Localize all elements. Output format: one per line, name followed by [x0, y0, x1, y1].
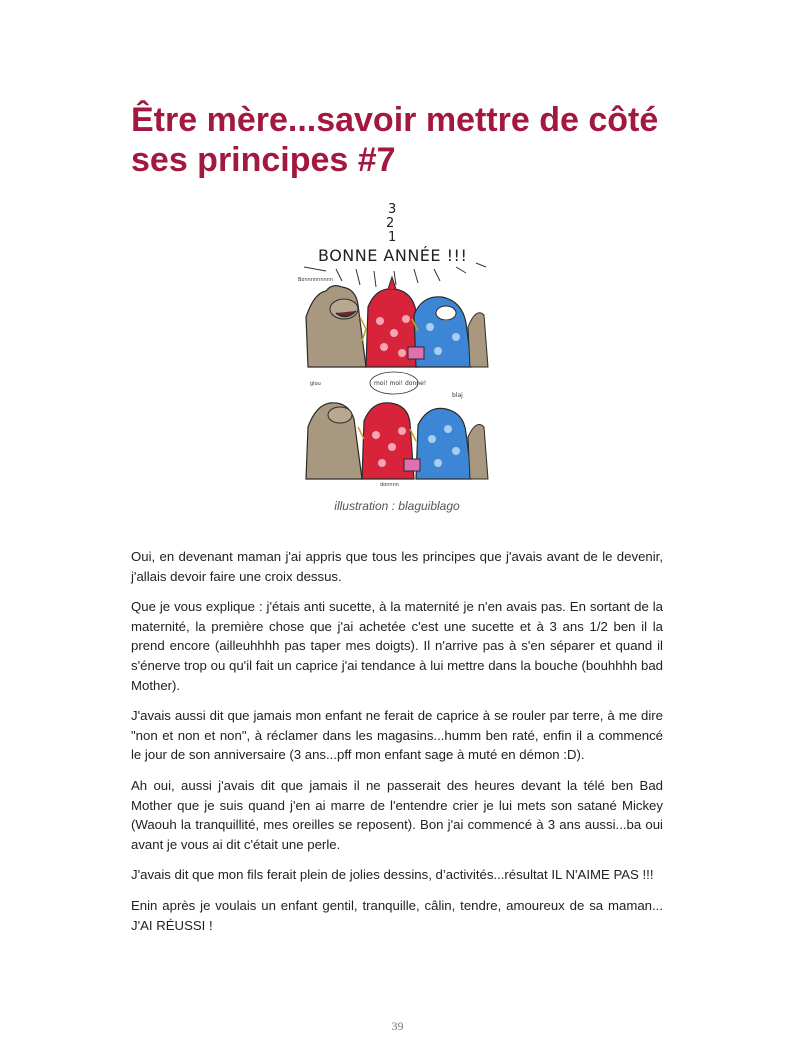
speech-center: moi! moi! donne! [374, 380, 427, 387]
paragraph-5: J'avais dit que mon fils ferait plein de jolies dessins, d’activités...résultat IL N'AIME PAS !!! [131, 867, 654, 883]
paragraph-3: J'avais aussi dit que jamais mon enfant ne ferait de caprice à se rouler par terre, à me dire "non et non et non", à réclamer dans les magasins...humm ben raté, enfin il a commencé le jour de son anniversaire (3 ans...pff mon enfant sage à muté en démon :D). [131, 708, 663, 763]
countdown-3: 3 [388, 202, 397, 217]
signature: donnnn [380, 482, 399, 487]
article-body [131, 547, 663, 946]
title-line-2: ses principes #7 [131, 141, 396, 179]
title-line-1: Être mère...savoir mettre de côté [131, 101, 659, 139]
banner-rays [304, 263, 486, 287]
speech-bottom-left: glou [310, 381, 321, 387]
paragraph-6: Enin après je voulais un enfant gentil, tranquille, câlin, tendre, amoureux de sa maman... J'AI RÉUSSI ! [131, 897, 663, 933]
banner-text: BONNE ANNÉE !!! [318, 246, 468, 265]
countdown-1: 1 [388, 230, 397, 245]
paragraph-4: Ah oui, aussi j'avais dit que jamais il ne passerait des heures devant la télé ben Bad Mother que je suis quand j'en ai marre de l'entendre crier je lui mets son satané Mickey (Waouh la tranquillité, mes oreilles se reposent). Bon j'ai commencé à 3 ans aussi...ba oui avant je vous ai dit c'était une perle. [131, 777, 663, 852]
paragraph-1: Oui, en devenant maman j'ai appris que tous les principes que j'avais avant de le devenir, j'allais devoir faire une croix dessus. [131, 549, 663, 584]
paragraph-2: Que je vous explique : j'étais anti sucette, à la maternité je n'en avais pas. En sortant de la maternité, la première chose que j'ai achetée c'est une sucette et à 3 ans 1/2 ben il la prend encore (ailleuhhhh pas taper mes doigts). Il n'arrive pas à s'en séparer et quand il s'énerve trop ou qu'il fait un caprice j'ai tendance à lui mettre dans la bouche (bouhhhh bad Mother). [131, 599, 663, 693]
comic-illustration [296, 197, 492, 487]
countdown-2: 2 [386, 216, 395, 231]
illustration-caption: illustration : blaguiblago [334, 499, 460, 513]
speech-top-left: Bonnnnnnnnn [298, 277, 334, 283]
bottom-panel [306, 403, 488, 479]
page-number: 39 [391, 1019, 404, 1033]
page-title [131, 100, 691, 180]
top-panel [306, 277, 488, 367]
speech-bottom-right: blaj [452, 392, 463, 399]
